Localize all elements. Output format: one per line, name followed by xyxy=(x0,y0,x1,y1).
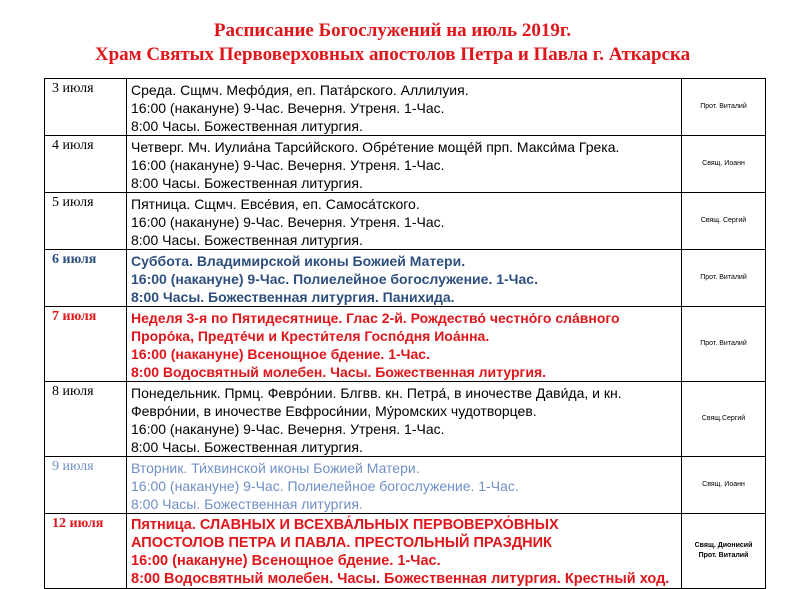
feast-line: Четверг. Мч. Иулиа́на Тарси́йского. Обре́тение моще́й прп. Макси́ма Грека. xyxy=(131,139,620,155)
evening-service-line: 16:00 (накануне) Всенощное бдение. 1-Час. xyxy=(131,346,430,362)
service-cell xyxy=(127,457,682,514)
date-cell: 8 июля xyxy=(45,382,127,457)
priest-cell xyxy=(682,250,766,307)
priest-cell xyxy=(682,136,766,193)
service-cell xyxy=(127,382,682,457)
feast-line: Среда. Сщмч. Мефо́дия, еп. Пата́рского. Аллилуия. xyxy=(131,82,469,98)
date-cell: 3 июля xyxy=(45,79,127,136)
table-row xyxy=(45,382,766,457)
evening-service-line: 16:00 (накануне) 9-Час. Полиелейное богослужение. 1-Час. xyxy=(131,478,519,494)
table-row xyxy=(45,250,766,307)
priest-name: Свящ. Иоанн xyxy=(702,160,745,167)
service-cell xyxy=(127,307,682,382)
table-row xyxy=(45,307,766,382)
service-cell xyxy=(127,250,682,307)
evening-service-line: 16:00 (накануне) 9-Час. Вечерня. Утреня. 1-Час. xyxy=(131,421,445,437)
date-cell: 6 июля xyxy=(45,250,127,307)
priest-cell xyxy=(682,307,766,382)
priest-name: Свящ. Иоанн xyxy=(702,481,745,488)
evening-service-line: 16:00 (накануне) 9-Час. Вечерня. Утреня. 1-Час. xyxy=(131,157,445,173)
feast-line-continued: Февро́нии, в иночестве Евфроси́нии, Му́ромских чудотворцев. xyxy=(131,403,537,419)
evening-service-line: 16:00 (накануне) 9-Час. Полиелейное богослужение. 1-Час. xyxy=(131,271,538,287)
service-cell xyxy=(127,79,682,136)
church-name: Храм Святых Первоверховных апостолов Петра и Павла г. Аткарска xyxy=(94,44,691,65)
table-row xyxy=(45,79,766,136)
morning-service-line: 8:00 Часы. Божественная литургия. xyxy=(131,496,363,512)
morning-service-line: 8:00 Часы. Божественная литургия. Панихида. xyxy=(131,289,455,305)
table-row xyxy=(45,193,766,250)
morning-service-line: 8:00 Водосвятный молебен. Часы. Божественная литургия. Крестный ход. xyxy=(131,571,670,587)
priest-cell xyxy=(682,193,766,250)
evening-service-line: 16:00 (накануне) 9-Час. Вечерня. Утреня. 1-Час. xyxy=(131,100,445,116)
priest-name: Свящ. Дионисий xyxy=(694,542,753,549)
priest-cell xyxy=(682,457,766,514)
feast-line: Неделя 3-я по Пятидесятнице. Глас 2-й. Рождество́ честно́го сла́вного xyxy=(131,310,620,326)
morning-service-line: 8:00 Часы. Божественная литургия. xyxy=(131,175,363,191)
feast-line-continued: Проро́ка, Предте́чи и Крести́теля Госпо́дня Иоа́нна. xyxy=(131,328,490,344)
priest-name: Прот. Виталий xyxy=(700,103,747,110)
feast-line: Пятница. СЛАВНЫХ И ВСЕХВА́ЛЬНЫХ ПЕРВОВЕРХО́ВНЫХ xyxy=(131,517,559,533)
date-cell: 9 июля xyxy=(45,457,127,514)
evening-service-line: 16:00 (накануне) Всенощное бдение. 1-Час. xyxy=(131,553,441,569)
table-row xyxy=(45,136,766,193)
date-cell: 12 июля xyxy=(45,514,127,589)
service-cell xyxy=(127,136,682,193)
table-row xyxy=(45,514,766,589)
priest-cell xyxy=(682,382,766,457)
page-title: Расписание Богослужений на июль 2019г. xyxy=(213,20,572,41)
priest-name: Свящ. Сергий xyxy=(700,217,747,224)
feast-line: Суббота. Владимирской иконы Божией Матери. xyxy=(131,253,466,269)
feast-line-continued: АПОСТОЛОВ ПЕТРА И ПАВЛА. ПРЕСТОЛЬНЫЙ ПРАЗДНИК xyxy=(131,535,552,551)
priest-name: Прот. Виталий xyxy=(698,552,749,559)
morning-service-line: 8:00 Часы. Божественная литургия. xyxy=(131,232,363,248)
date-cell: 7 июля xyxy=(45,307,127,382)
priest-cell xyxy=(682,79,766,136)
feast-line: Вторник. Ти́хвинской иконы Божией Матери. xyxy=(131,460,420,476)
morning-service-line: 8:00 Часы. Божественная литургия. xyxy=(131,439,363,455)
morning-service-line: 8:00 Водосвятный молебен. Часы. Божественная литургия. xyxy=(131,364,547,380)
priest-name: Свящ.Сергий xyxy=(701,415,746,422)
date-cell: 5 июля xyxy=(45,193,127,250)
priest-name: Прот. Виталий xyxy=(700,274,747,281)
schedule-table xyxy=(44,78,766,589)
date-cell: 4 июля xyxy=(45,136,127,193)
priest-cell xyxy=(682,514,766,589)
priest-name: Прот. Виталий xyxy=(700,340,747,347)
service-cell xyxy=(127,514,682,589)
service-cell xyxy=(127,193,682,250)
evening-service-line: 16:00 (накануне) 9-Час. Вечерня. Утреня. 1-Час. xyxy=(131,214,445,230)
feast-line: Пятница. Сщмч. Евсе́вия, еп. Самоса́тского. xyxy=(131,196,420,212)
table-row xyxy=(45,457,766,514)
morning-service-line: 8:00 Часы. Божественная литургия. xyxy=(131,118,363,134)
feast-line: Понедельник. Прмц. Февро́нии. Блгвв. кн. Петра́, в иночестве Дави́да, и кн. xyxy=(131,385,622,401)
